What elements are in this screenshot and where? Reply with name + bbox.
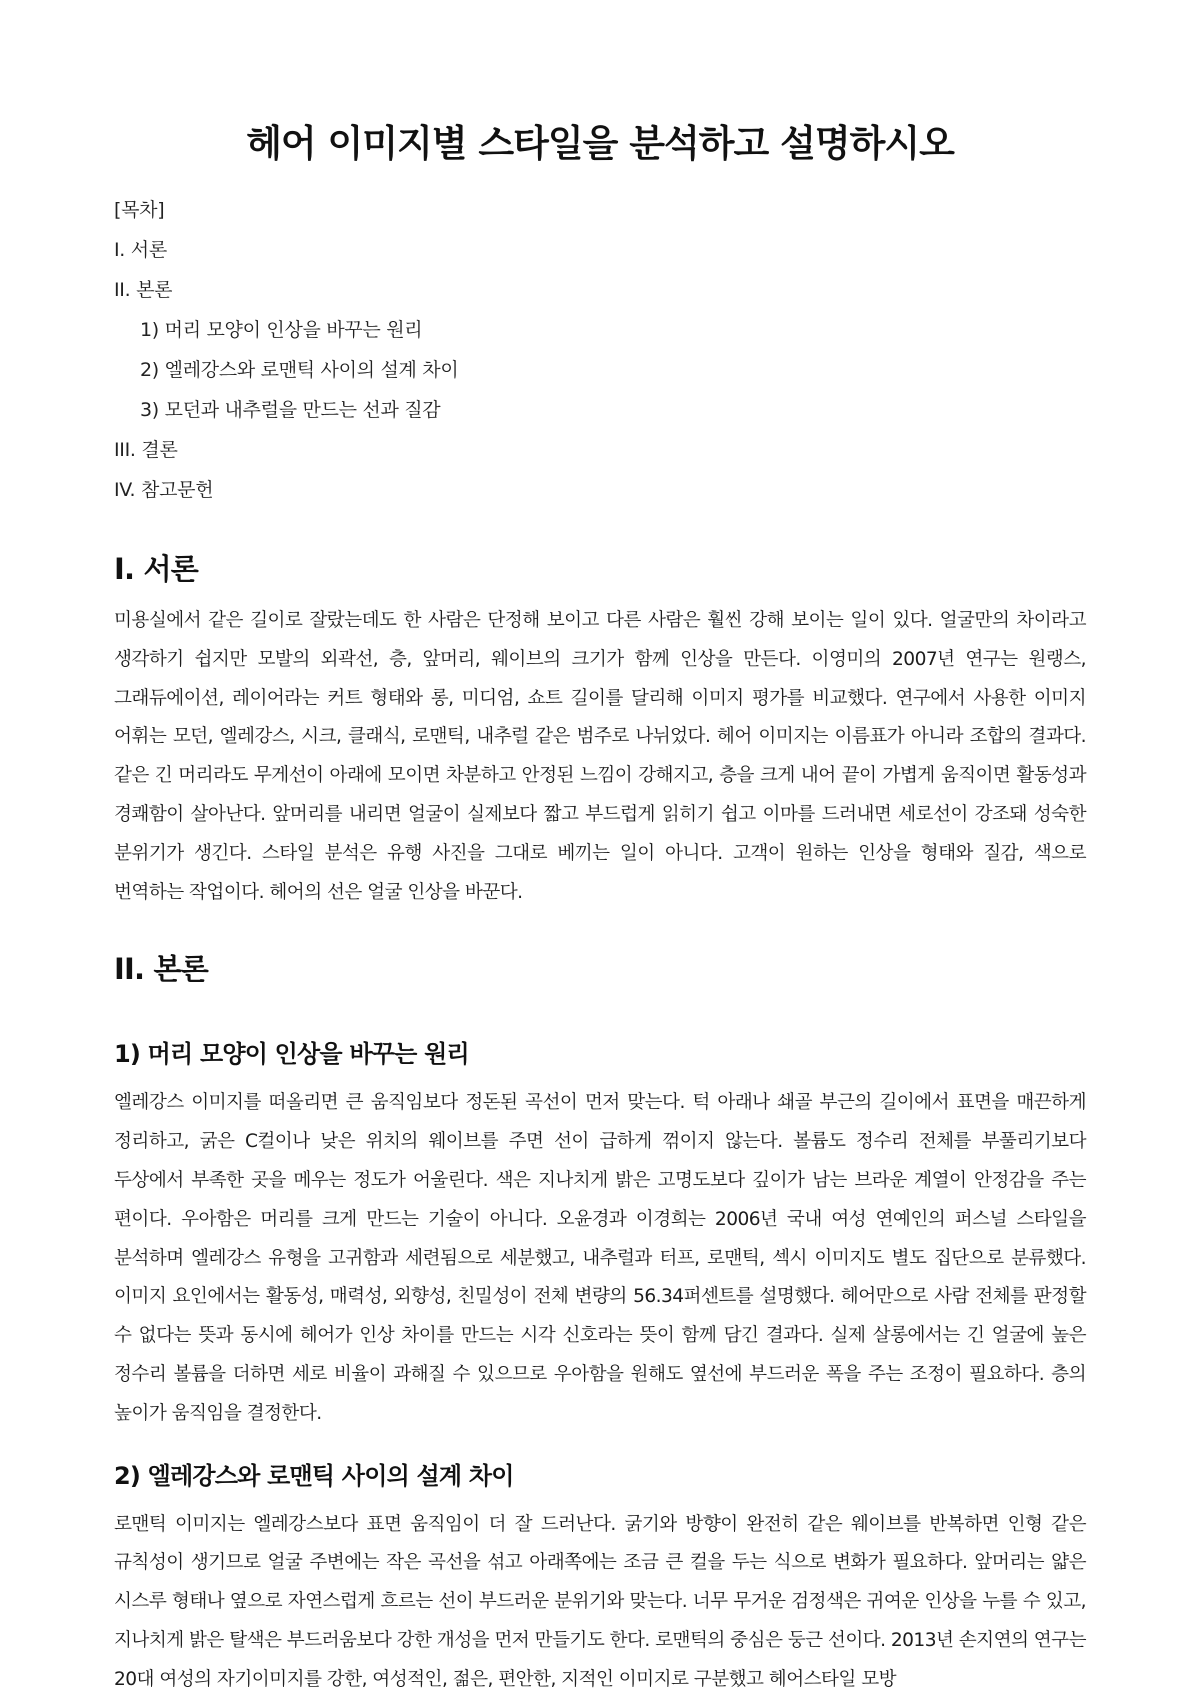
toc-item: IV. 참고문헌	[114, 479, 214, 501]
section-heading-body: II. 본론	[114, 952, 208, 987]
toc-item: II. 본론	[114, 279, 173, 301]
table-of-contents	[114, 190, 1086, 510]
subsection-heading: 2) 엘레강스와 로맨틱 사이의 설계 차이	[114, 1461, 514, 1490]
toc-subitem: 3) 모던과 내추럴을 만드는 선과 질감	[140, 399, 441, 421]
subsection-heading: 1) 머리 모양이 인상을 바꾸는 원리	[114, 1040, 469, 1069]
toc-item: I. 서론	[114, 239, 167, 261]
toc-subitem: 2) 엘레강스와 로맨틱 사이의 설계 차이	[140, 359, 459, 381]
document-title: 헤어 이미지별 스타일을 분석하고 설명하시오	[246, 122, 954, 165]
toc-item: III. 결론	[114, 439, 178, 461]
section-heading-intro: I. 서론	[114, 552, 198, 586]
subsection-paragraph: 로맨틱 이미지는 엘레강스보다 표면 움직임이 더 잘 드러난다. 굵기와 방향이 완전히 같은 웨이브를 반복하면 인형 같은 규칙성이 생기므로 얼굴 주변에는 작은 곡선을 섞고 아래쪽에는 조금 큰 컬을 두는 식으로 변화가 필요하다. 앞머리는 얇은 시스루 형태나 옆으로 자연스럽게 흐르는 선이 부드러운 분위기와 맞는다. 너무 무거운 검정색은 귀여운 인상을 누를 수 있고, 지나치게 밝은 탈색은 부드러움보다 강한 개성을 먼저 만들기도 한다. 로맨틱의 중심은 둥근 선이다. 2013년 손지연의 연구는 20대 여성의 자기이미지를 강한, 여성적인, 젊은, 편안한, 지적인 이미지로 구분했고 헤어스타일 모방	[114, 1513, 1087, 1690]
subsection-paragraph: 엘레강스 이미지를 떠올리면 큰 움직임보다 정돈된 곡선이 먼저 맞는다. 턱 아래나 쇄골 부근의 길이에서 표면을 매끈하게 정리하고, 굵은 C컬이나 낮은 위치의 웨이브를 주면 선이 급하게 꺾이지 않는다. 볼륨도 정수리 전체를 부풀리기보다 두상에서 부족한 곳을 메우는 정도가 어울린다. 색은 지나치게 밝은 고명도보다 깊이가 남는 브라운 계열이 안정감을 주는 편이다. 우아함은 머리를 크게 만드는 기술이 아니다. 오윤경과 이경희는 2006년 국내 여성 연예인의 퍼스널 스타일을 분석하며 엘레강스 유형을 고귀함과 세련됨으로 세분했고, 내추럴과 터프, 로맨틱, 섹시 이미지도 별도 집단으로 분류했다. 이미지 요인에서는 활동성, 매력성, 외향성, 친밀성이 전체 변량의 56.34퍼센트를 설명했다. 헤어만으로 사람 전체를 판정할 수 없다는 뜻과 동시에 헤어가 인상 차이를 만드는 시각 신호라는 뜻이 함께 담긴 결과다. 실제 살롱에서는 긴 얼굴에 높은 정수리 볼륨을 더하면 세로 비율이 과해질 수 있으므로 우아함을 원해도 옆선에 부드러운 폭을 주는 조정이 필요하다. 층의 높이가 움직임을 결정한다.	[114, 1092, 1086, 1424]
toc-heading: [목차]	[114, 199, 165, 221]
intro-paragraph: 미용실에서 같은 길이로 잘랐는데도 한 사람은 단정해 보이고 다른 사람은 훨씬 강해 보이는 일이 있다. 얼굴만의 차이라고 생각하기 쉽지만 모발의 외곽선, 층, 앞머리, 웨이브의 크기가 함께 인상을 만든다. 이영미의 2007년 연구는 원랭스, 그래듀에이션, 레이어라는 커트 형태와 롱, 미디엄, 쇼트 길이를 달리해 이미지 평가를 비교했다. 연구에서 사용한 이미지 어휘는 모던, 엘레강스, 시크, 클래식, 로맨틱, 내추럴 같은 범주로 나뉘었다. 헤어 이미지는 이름표가 아니라 조합의 결과다. 같은 긴 머리라도 무게선이 아래에 모이면 차분하고 안정된 느낌이 강해지고, 층을 크게 내어 끝이 가볍게 움직이면 활동성과 경쾌함이 살아난다. 앞머리를 내리면 얼굴이 실제보다 짧고 부드럽게 읽히기 쉽고 이마를 드러내면 세로선이 강조돼 성숙한 분위기가 생긴다. 스타일 분석은 유행 사진을 그대로 베끼는 일이 아니다. 고객이 원하는 인상을 형태와 질감, 색으로 번역하는 작업이다. 헤어의 선은 얼굴 인상을 바꾼다.	[114, 610, 1086, 903]
toc-subitem: 1) 머리 모양이 인상을 바꾸는 원리	[140, 319, 423, 341]
